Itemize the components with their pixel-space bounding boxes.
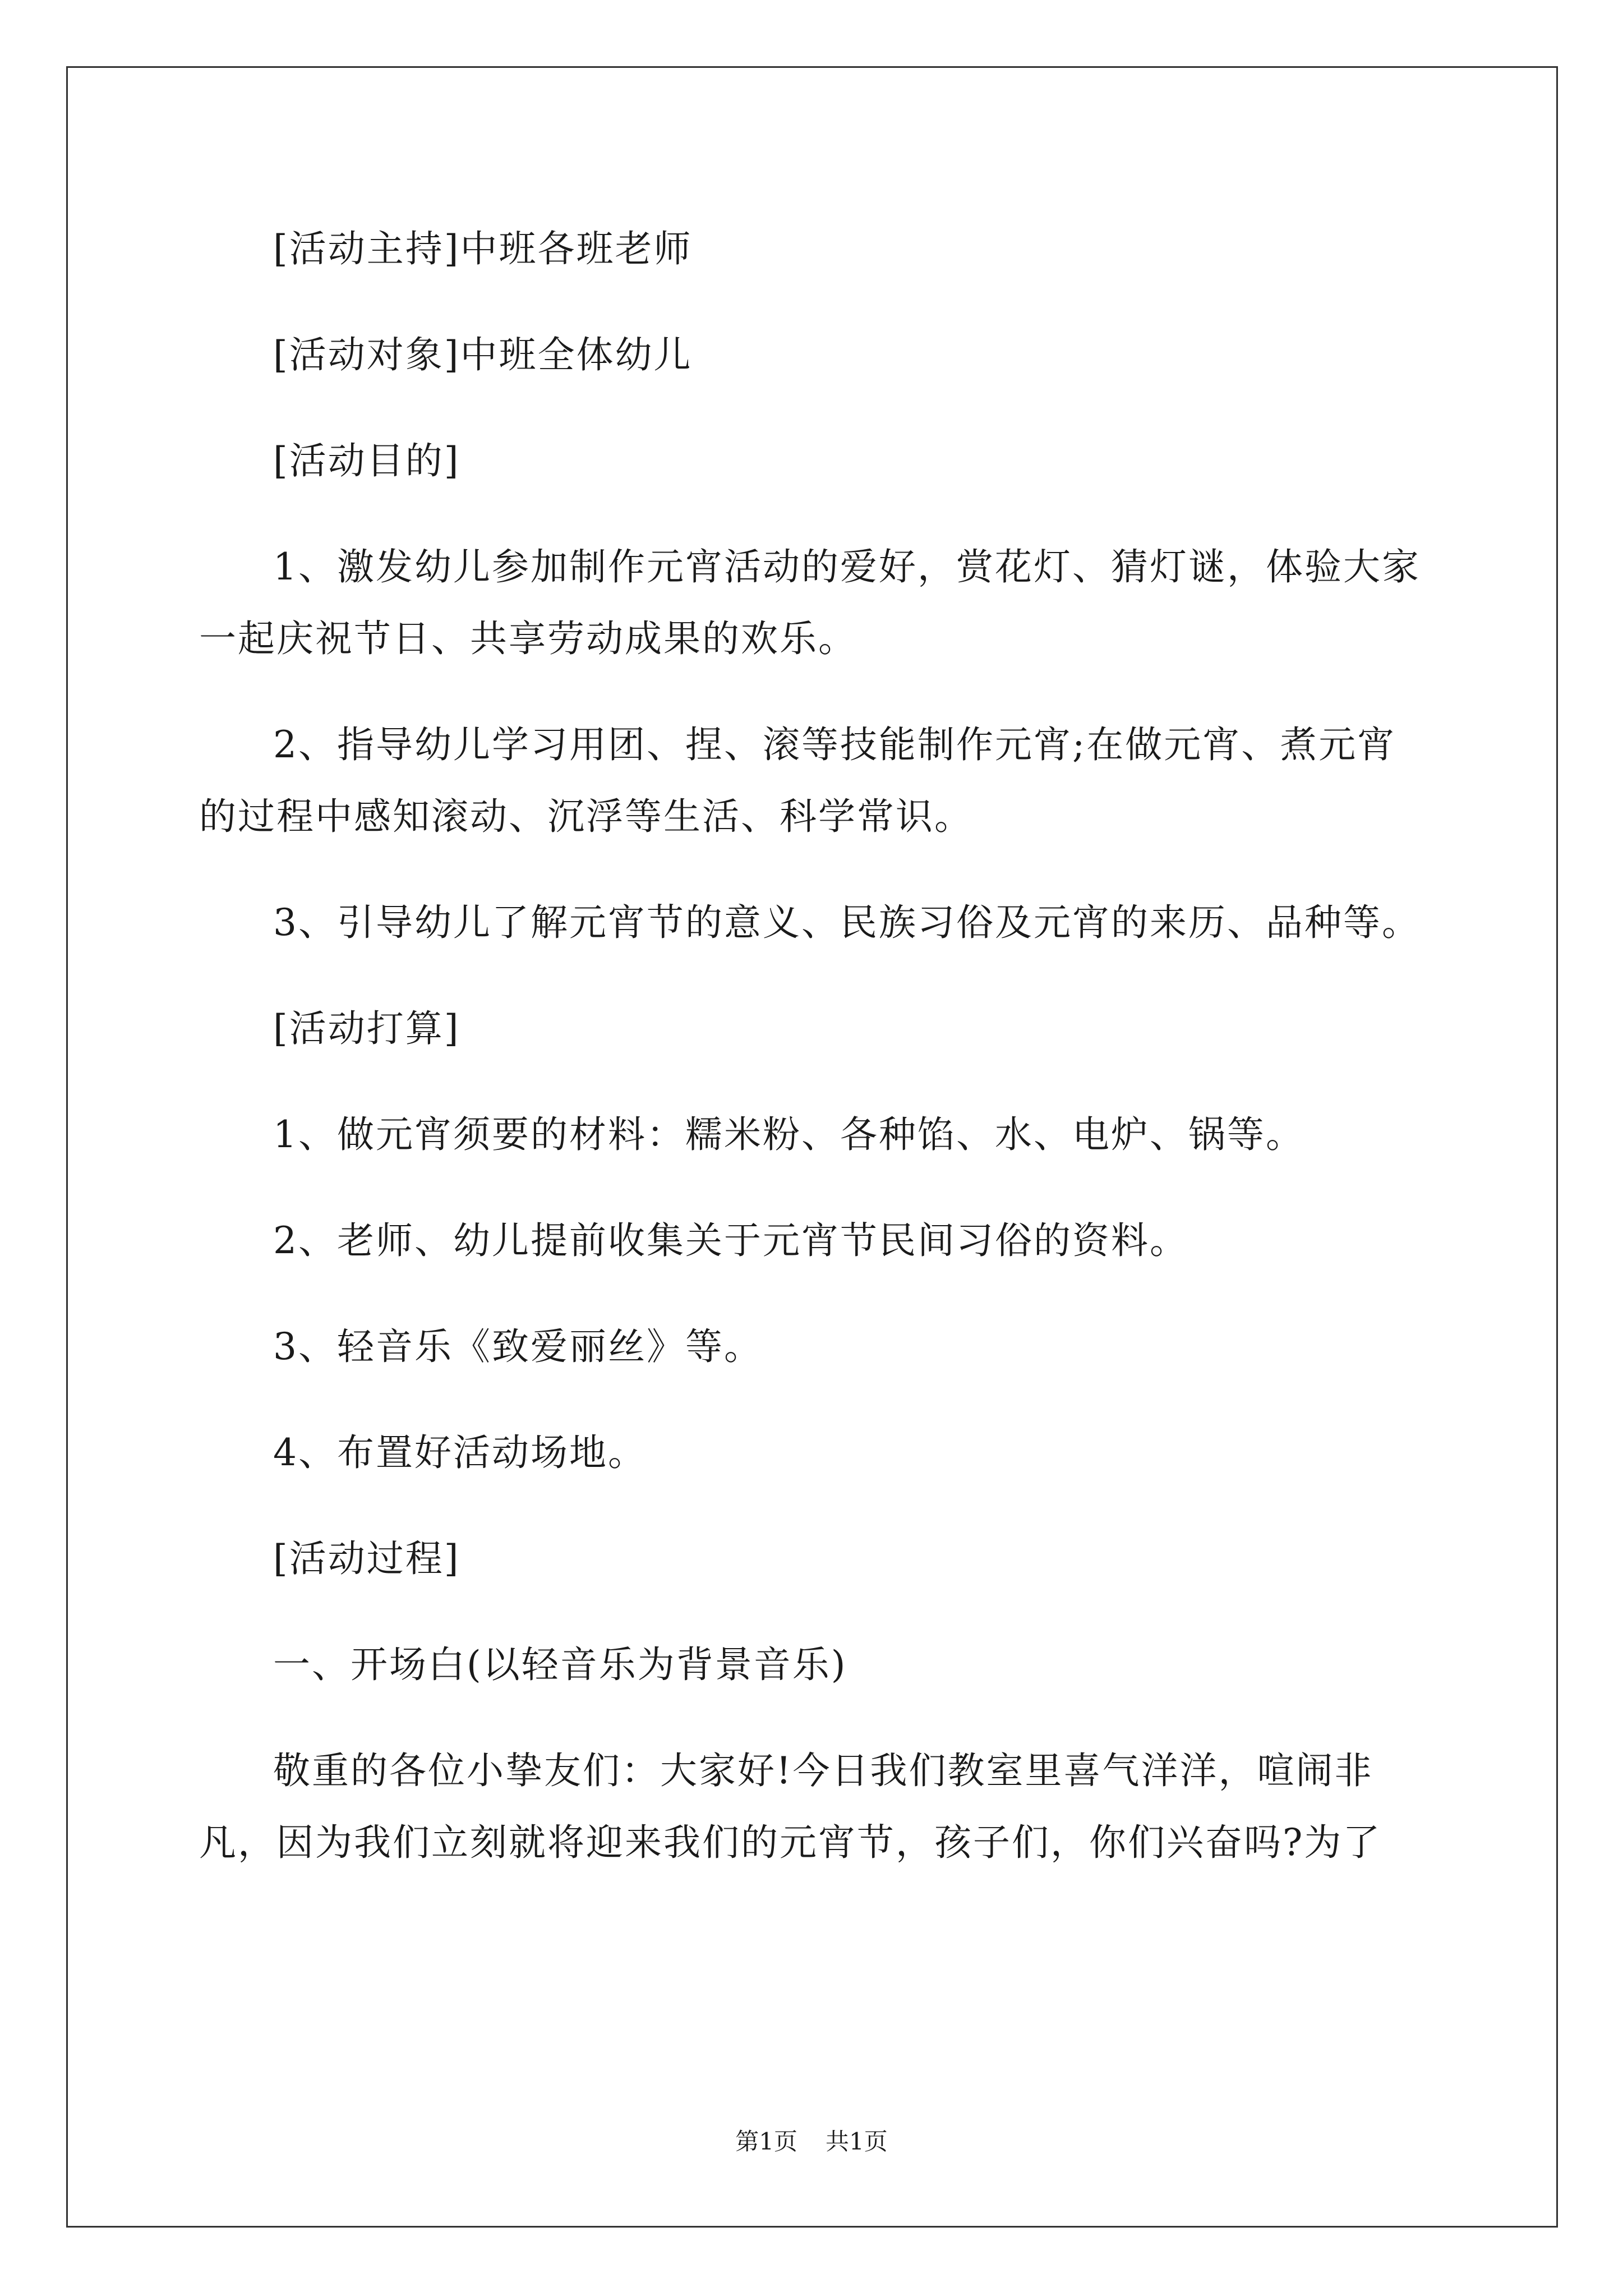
paragraph-goal-2: 2、指导幼儿学习用团、捏、滚等技能制作元宵;在做元宵、煮元宵的过程中感知滚动、沉浮等生活、科学常识。 bbox=[199, 723, 1396, 838]
paragraph-opening-speech: 敬重的各位小挚友们：大家好!今日我们教室里喜气洋洋，喧闹非凡，因为我们立刻就将迎来我们的元宵节，孩子们，你们兴奋吗?为了 bbox=[199, 1749, 1382, 1864]
page-footer bbox=[0, 2127, 1623, 2156]
heading-process: [活动过程] bbox=[273, 1537, 460, 1580]
paragraph-prep-3: 3、轻音乐《致爱丽丝》等。 bbox=[273, 1325, 763, 1368]
paragraph-opening-title: 一、开场白(以轻音乐为背景音乐) bbox=[273, 1643, 847, 1686]
paragraph-goal-3: 3、引导幼儿了解元宵节的意义、民族习俗及元宵的来历、品种等。 bbox=[273, 901, 1421, 944]
heading-preparation: [活动打算] bbox=[273, 1007, 460, 1050]
heading-goals: [活动目的] bbox=[273, 439, 460, 482]
page-number: 第1页 bbox=[735, 2128, 797, 2155]
paragraph-prep-4: 4、布置好活动场地。 bbox=[273, 1431, 647, 1474]
paragraph-host: [活动主持]中班各班老师 bbox=[273, 227, 693, 270]
document-body bbox=[199, 213, 1427, 1879]
page-total: 共1页 bbox=[826, 2128, 888, 2155]
paragraph-goal-1: 1、激发幼儿参加制作元宵活动的爱好，赏花灯、猜灯谜，体验大家一起庆祝节日、共享劳动成果的欢乐。 bbox=[199, 545, 1421, 660]
paragraph-audience: [活动对象]中班全体幼儿 bbox=[273, 333, 693, 376]
paragraph-prep-1: 1、做元宵须要的材料：糯米粉、各种馅、水、电炉、锅等。 bbox=[273, 1113, 1304, 1156]
paragraph-prep-2: 2、老师、幼儿提前收集关于元宵节民间习俗的资料。 bbox=[273, 1219, 1188, 1262]
